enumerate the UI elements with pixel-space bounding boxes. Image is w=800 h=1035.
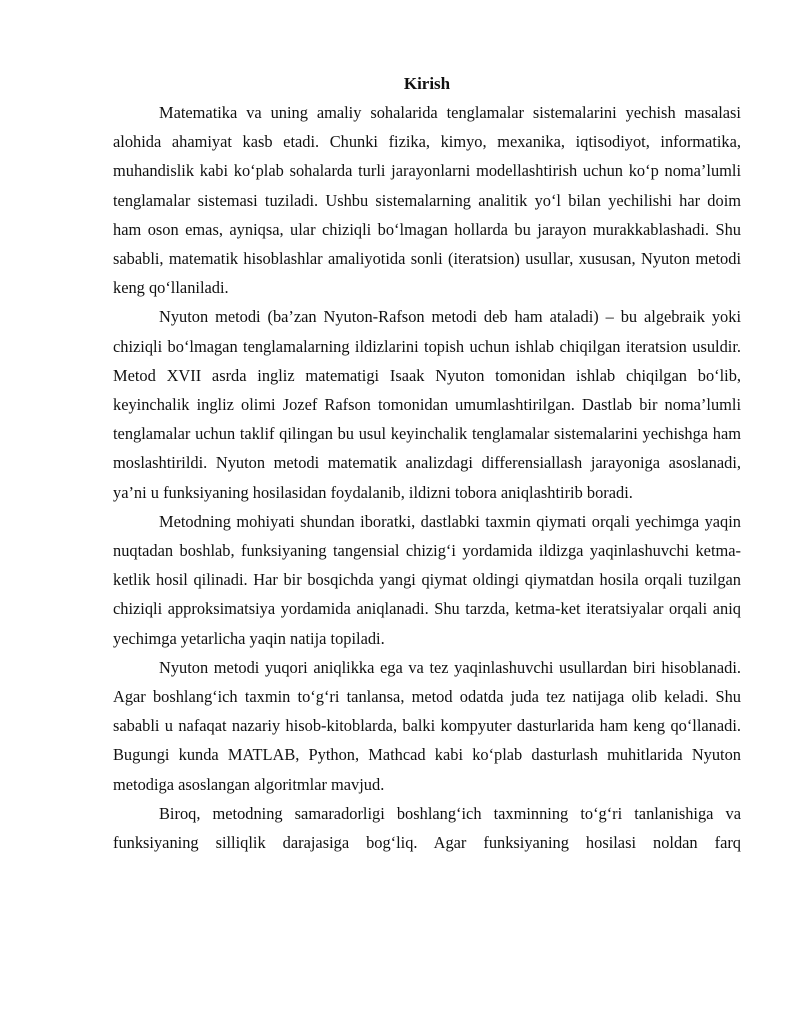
paragraph-4: Nyuton metodi yuqori aniqlikka ega va tez yaqinlashuvchi usullardan biri hisoblanadi. Agar boshlang‘ich taxmin to‘g‘ri tanlansa, metod odatda juda tez natijaga olib keladi. Shu sababli u nafaqat nazariy hisob-kitoblarda, balki kompyuter dasturlarida ham keng qo‘llanadi. Bugungi kunda MATLAB, Python, Mathcad kabi ko‘plab dasturlash muhitlarida Nyuton metodiga asoslangan algoritmlar mavjud.: [113, 657, 741, 794]
paragraph-5: Biroq, metodning samaradorligi boshlang‘ich taxminning to‘g‘ri tanlanishiga va funksiyaning silliqlik darajasiga bog‘liq. Agar funksiyaning hosilasi noldan farq: [113, 803, 741, 853]
paragraph-1: Matematika va uning amaliy sohalarida tenglamalar sistemalarini yechish masalasi alohida ahamiyat kasb etadi. Chunki fizika, kimyo, mexanika, iqtisodiyot, informatika, muhandislik kabi ko‘plab sohalarda turli jarayonlarni modellashtirish uchun ko‘p noma’lumli tenglamalar sistemasi tuziladi. Ushbu sistemalarning analitik yo‘l bilan yechilishi har doim ham oson emas, ayniqsa, ular chiziqli bo‘lmagan hollarda bu jarayon murakkablashadi. Shu sababli, matematik hisoblashlar amaliyotida sonli (iteratsion) usullar, xususan, Nyuton metodi keng qo‘llaniladi.: [113, 103, 741, 298]
paragraph-3: Metodning mohiyati shundan iboratki, dastlabki taxmin qiymati orqali yechimga yaqin nuqtadan boshlab, funksiyaning tangensial chizig‘i yordamida ildizga yaqinlashuvchi ketma-ketlik hosil qilinadi. Har bir bosqichda yangi qiymat oldingi qiymatdan hosila orqali tuzilgan chiziqli approksimatsiya yordamida aniqlanadi. Shu tarzda, ketma-ket iteratsiyalar orqali aniq yechimga yetarlicha yaqin natija topiladi.: [113, 511, 741, 648]
paragraph-2: Nyuton metodi (ba’zan Nyuton-Rafson metodi deb ham ataladi) – bu algebraik yoki chiziqli bo‘lmagan tenglamalarning ildizlarini topish uchun ishlab chiqilgan iteratsion usuldir. Metod XVII asrda ingliz matematigi Isaak Nyuton tomonidan ishlab chiqilgan bo‘lib, keyinchalik ingliz olimi Jozef Rafson tomonidan umumlashtirilgan. Dastlab bir noma’lumli tenglamalar uchun taklif qilingan bu usul keyinchalik tenglamalar sistemalarini yechishga ham moslashtirildi. Nyuton metodi matematik analizdagi differensiallash jarayoniga asoslanadi, ya’ni u funksiyaning hosilasidan foydalanib, ildizni tobora aniqlashtirib boradi.: [113, 307, 741, 502]
page-title: Kirish: [403, 74, 451, 93]
document-page: [113, 70, 741, 857]
